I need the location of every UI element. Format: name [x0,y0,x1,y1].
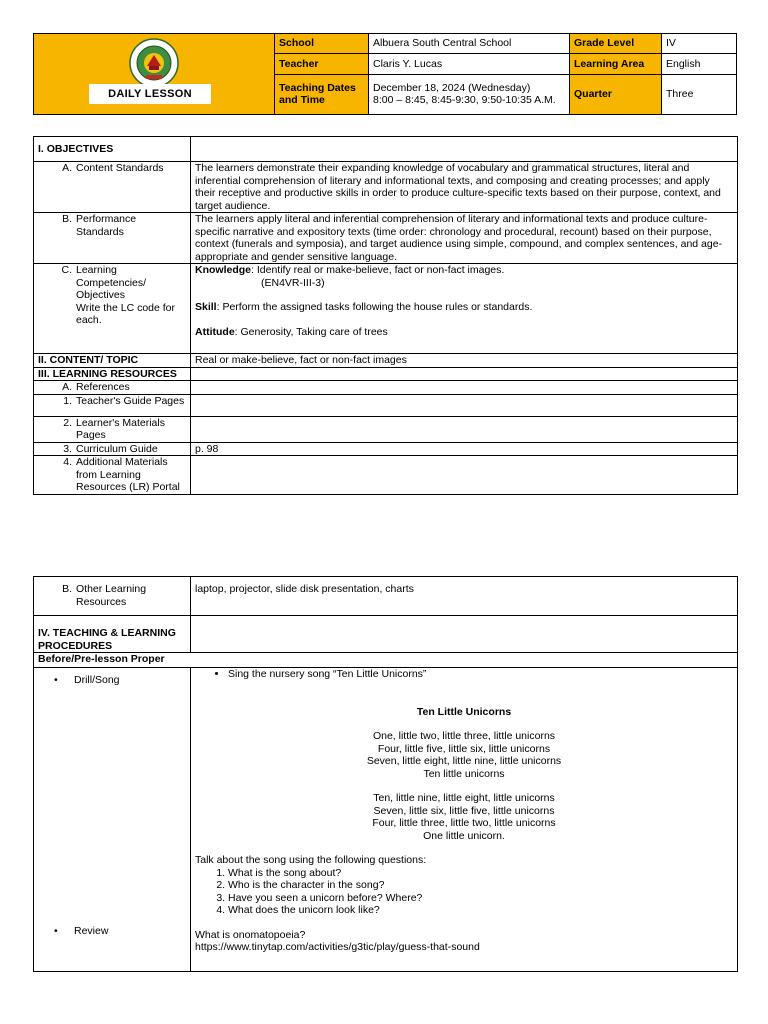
song-title: Ten Little Unicorns [416,705,512,718]
grade-level-label: Grade Level [570,34,662,54]
teaching-dates-value [369,74,570,115]
procedures-heading: IV. TEACHING & LEARNING PROCEDURES [34,616,191,653]
learning-area-value: English [662,54,737,74]
learners-materials-label: 2. Learner's Materials Pages [34,416,191,442]
teaching-date: December 18, 2024 (Wednesday) [373,81,531,94]
objectives-heading: I. OBJECTIVES [34,137,191,162]
performance-standards-label: B. Performance Standards [34,213,191,264]
attitude-label: Attitude [195,325,235,338]
references-label: A. References [34,381,191,395]
sing-instruction: • Sing the nursery song “Ten Little Unicorns” [228,668,733,681]
grade-level-value: IV [662,34,737,54]
pre-lesson-heading: Before/Pre-lesson Proper [34,653,738,668]
knowledge-label: Knowledge [195,264,252,276]
knowledge-text: : Identify real or make-believe, fact or non-fact images. [251,264,505,276]
review-question: What is onomatopoeia? [195,928,306,941]
teacher-label: Teacher [275,54,369,74]
attitude-text: : Generosity, Taking care of trees [234,325,388,338]
content-topic-value: Real or make-believe, fact or non-fact images [191,354,738,368]
song-verse-1: One, little two, little three, little unicorns Four, little five, little six, little unicorns Seven, little eight, little nine, little unicorns Ten little unicorns [366,730,562,780]
lesson-table-1 [33,136,738,495]
drill-song-label: Drill/Song [74,674,120,686]
other-resources-value: laptop, projector, slide disk presentation, charts [191,577,738,616]
bullet-icon: • [54,674,58,686]
other-resources-label: B. Other Learning Resources [34,577,191,616]
curriculum-guide-value: p. 98 [191,442,738,456]
school-value: Albuera South Central School [369,34,570,54]
additional-materials-label: 4. Additional Materials from Learning Resources (LR) Portal [34,456,191,495]
header-table [33,33,737,115]
performance-standards-text: The learners apply literal and inferential comprehension of literary and informational texts and produce culture-specific narrative and expository texts (time order: chronology and procedural, recount) based on their purpose, context (funerals and symposia), and target audience using simple, compound, and complex sentences, and age-appropriate and gender sensitive language. [191,213,738,264]
learning-area-label: Learning Area [570,54,662,74]
bullet-icon: • [54,924,58,937]
learning-resources-heading: III. LEARNING RESOURCES [34,367,191,381]
daily-lesson-label: DAILY LESSON [89,84,211,104]
learning-competencies-label: C. Learning Competencies/ Objectives Write the LC code for each. [34,264,191,354]
lc-code: (EN4VR-III-3) [261,276,325,289]
quarter-label: Quarter [570,74,662,115]
talk-instruction: Talk about the song using the following questions: [195,854,427,866]
skill-text: : Perform the assigned tasks following the house rules or standards. [216,301,533,313]
question-list: 1. What is the song about? 2. Who is the character in the song? 3. Have you seen a unicorn before? Where? 4. What does the unicorn look like? [195,867,733,917]
song-verse-2: Ten, little nine, little eight, little unicorns Seven, little six, little five, little unicorns Four, little three, little two, little unicorns One little unicorn. [372,792,556,842]
school-seal-icon [129,38,179,88]
lesson-table-2 [33,576,738,972]
content-topic-heading: II. CONTENT/ TOPIC [34,354,191,368]
content-standards-label: A. Content Standards [34,162,191,213]
review-link[interactable]: https://www.tinytap.com/activities/g3tic/play/guess-that-sound [195,941,480,953]
procedure-labels [34,668,191,972]
curriculum-guide-label: 3. Curriculum Guide [34,442,191,456]
school-label: School [275,34,369,54]
skill-label: Skill [195,301,217,313]
logo-cell [34,34,275,115]
teachers-guide-label: 1. Teacher's Guide Pages [34,394,191,416]
teaching-times: 8:00 – 8:45, 8:45-9:30, 9:50-10:35 A.M. [373,94,556,107]
procedure-content [191,668,738,972]
teacher-value: Claris Y. Lucas [369,54,570,74]
content-standards-text: The learners demonstrate their expanding knowledge of vocabulary and grammatical structures, literal and inferential comprehension of literary and informational texts, and composing and creating processes; and apply their receptive and productive skills in order to produce culture-specific texts based on their purpose, context, and target audience. [191,162,738,213]
review-label: Review [74,924,109,937]
teaching-dates-label: Teaching Dates and Time [275,74,369,115]
learning-competencies-text [191,264,738,354]
quarter-value: Three [662,74,737,115]
